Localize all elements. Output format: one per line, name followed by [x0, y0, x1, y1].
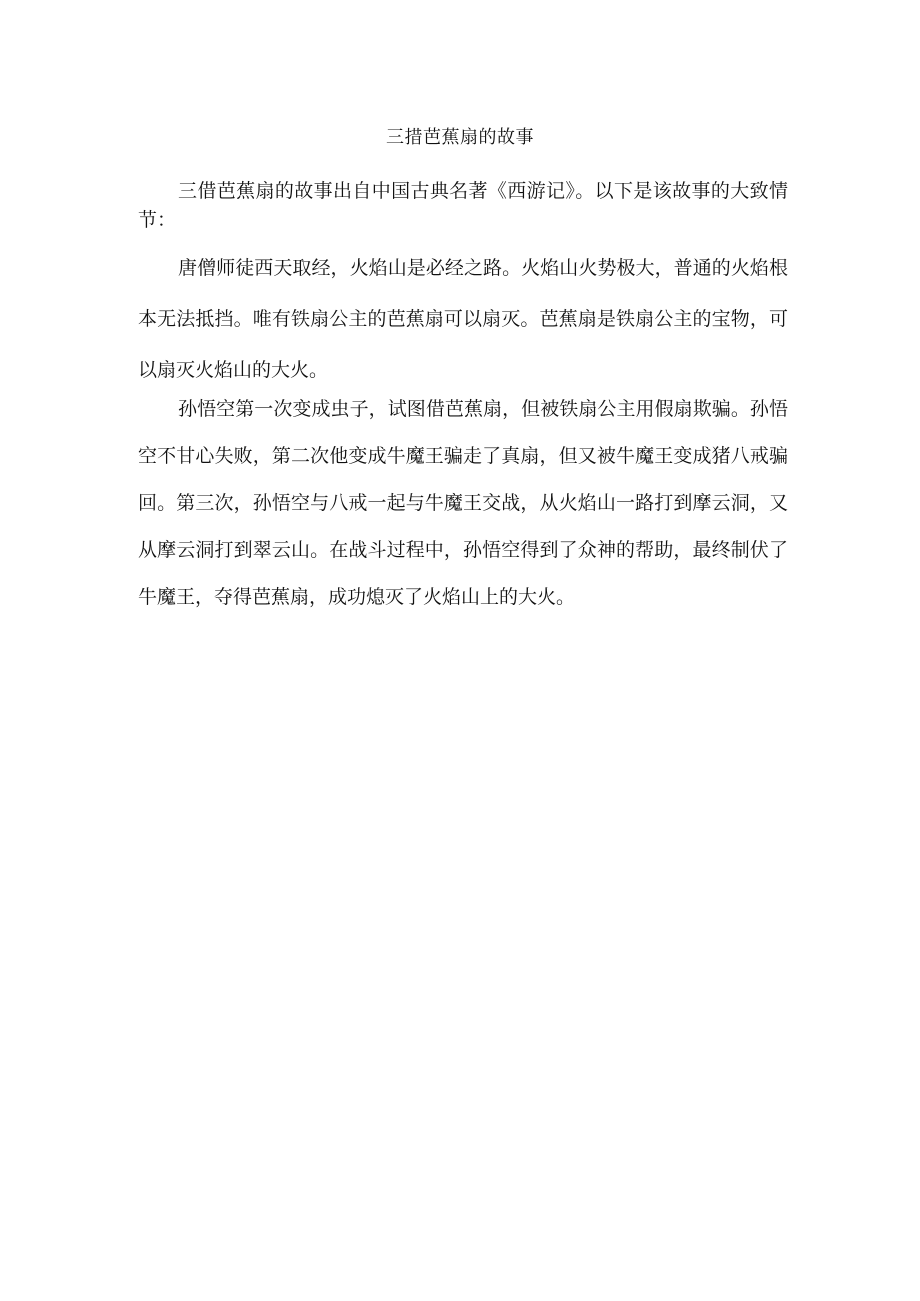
paragraph-three-attempts: 孙悟空第一次变成虫子，试图借芭蕉扇，但被铁扇公主用假扇欺骗。孙悟空不甘心失败，第二次他变成牛魔王骗走了真扇，但又被牛魔王变成猪八戒骗回。第三次，孙悟空与八戒一起与牛魔王交战，从火焰山一路打到摩云洞，又从摩云洞打到翠云山。在战斗过程中，孙悟空得到了众神的帮助，最终制伏了牛魔王，夺得芭蕉扇，成功熄灭了火焰山上的大火。 — [138, 398, 788, 608]
document-title: 三措芭蕉扇的故事 — [386, 127, 534, 148]
paragraph-flaming-mountain: 唐僧师徒西天取经，火焰山是必经之路。火焰山火势极大，普通的火焰根本无法抵挡。唯有铁扇公主的芭蕉扇可以扇灭。芭蕉扇是铁扇公主的宝物，可以扇灭火焰山的大火。 — [138, 257, 788, 381]
paragraph-intro: 三借芭蕉扇的故事出自中国古典名著《西游记》。以下是该故事的大致情节： — [138, 180, 788, 231]
